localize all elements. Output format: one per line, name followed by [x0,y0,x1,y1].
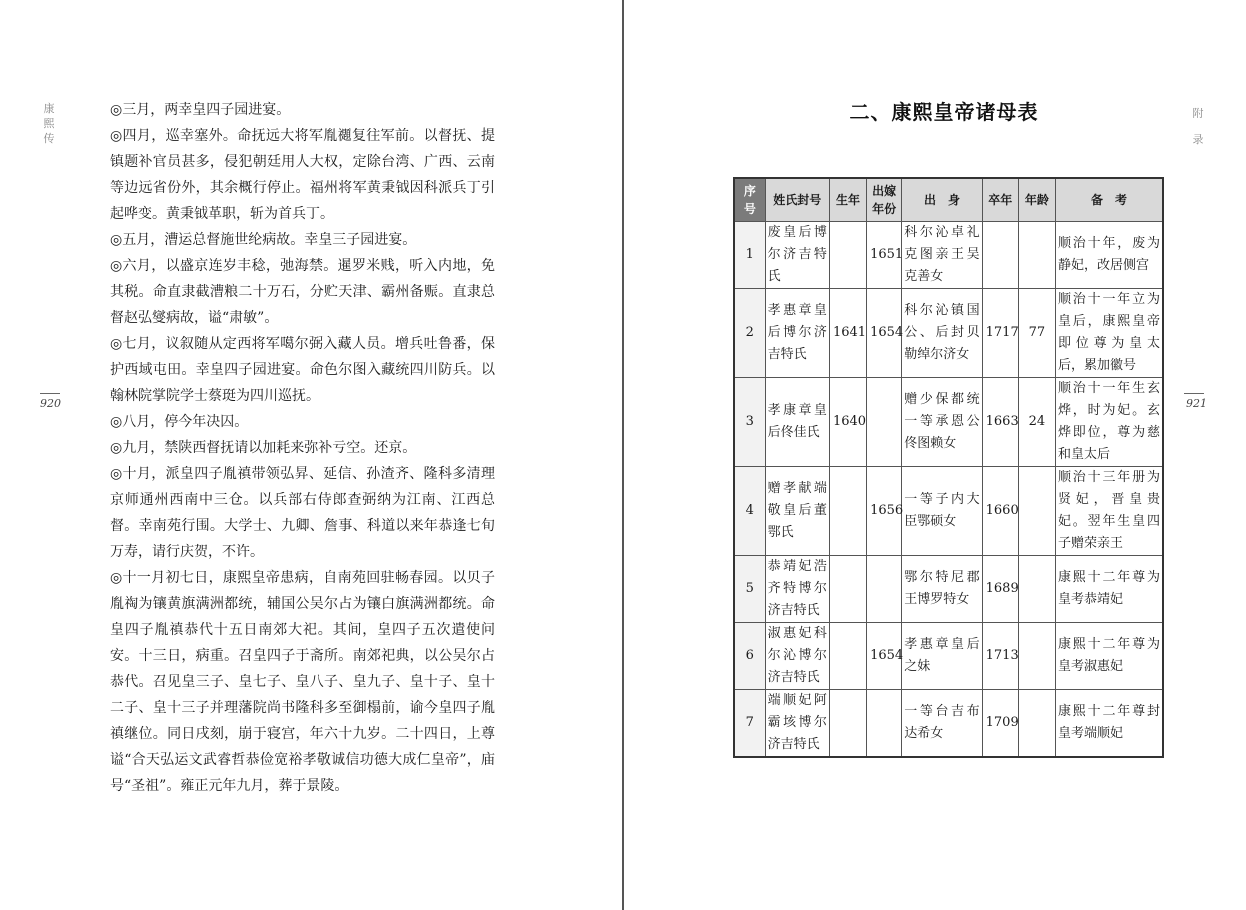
header-notes: 备 考 [1055,178,1163,222]
cell-marriage-year: 1654 [867,623,902,690]
cell-death-year: 1709 [982,690,1018,758]
header-index: 序号 [734,178,765,222]
cell-notes: 康熙十二年尊为皇考恭靖妃 [1055,556,1163,623]
table-row [734,222,1163,289]
cell-origin: 科尔沁卓礼克图亲王吴克善女 [902,222,982,289]
cell-birth-year [829,690,866,758]
header-name: 姓氏封号 [765,178,829,222]
cell-notes: 顺治十年，废为静妃，改居侧宫 [1055,222,1163,289]
entry-november: ◎十一月初七日，康熙皇帝患病，自南苑回驻畅春园。以贝子胤祹为镶黄旗满洲都统，辅国公吴尔占为镶白旗满洲都统。命皇四子胤禛恭代十五日南郊大祀。其间，皇四子五次遣使问安。十三日，病重。召皇四子于斋所。南郊祀典，以公吴尔占恭代。召见皇三子、皇七子、皇八子、皇九子、皇十子、皇十二子、皇十三子并理藩院尚书隆科多至御榻前，谕今皇四子胤禛继位。同日戌刻，崩于寝宫，年六十九岁。二十四日，上尊谥“合天弘运文武睿哲恭俭宽裕孝敬诚信功德大成仁皇帝”，庙号“圣祖”。雍正元年九月，葬于景陵。 [110,570,495,794]
entry-june: ◎六月，以盛京连岁丰稔，弛海禁。暹罗米贱，听入内地，免其税。命直隶截漕粮二十万石，分贮天津、霸州备赈。直隶总督赵弘燮病故，谥“肃敏”。 [110,258,495,326]
header-birth-year: 生年 [829,178,866,222]
cell-index: 6 [734,623,765,690]
cell-age [1018,690,1055,758]
cell-marriage-year [867,556,902,623]
cell-birth-year: 1640 [829,378,866,467]
left-page-number: 920 [40,397,61,410]
cell-marriage-year: 1651 [867,222,902,289]
cell-age [1018,467,1055,556]
right-page-number-rule [1184,393,1204,394]
cell-notes: 顺治十一年生玄烨，时为妃。玄烨即位，尊为慈和皇太后 [1055,378,1163,467]
table-row [734,378,1163,467]
cell-birth-year [829,222,866,289]
entry-october: ◎十月，派皇四子胤禛带领弘昇、延信、孙渣齐、隆科多清理京师通州西南中三仓。以兵部右侍郎查弼纳为江南、江西总督。幸南苑行围。大学士、九卿、詹事、科道以来年恭逢七旬万寿，请行庆贺，不许。 [110,466,495,560]
cell-death-year: 1663 [982,378,1018,467]
cell-age: 77 [1018,289,1055,378]
cell-name: 淑惠妃科尔沁博尔济吉特氏 [765,623,829,690]
cell-death-year: 1717 [982,289,1018,378]
cell-marriage-year [867,378,902,467]
cell-origin: 鄂尔特尼郡王博罗特女 [902,556,982,623]
cell-origin: 赠少保都统一等承恩公佟图赖女 [902,378,982,467]
cell-age [1018,623,1055,690]
cell-index: 3 [734,378,765,467]
left-page [0,0,622,910]
entry-april: ◎四月，巡幸塞外。命抚远大将军胤禵复往军前。以督抚、提镇题补官员甚多，侵犯朝廷用人大权，定除台湾、广西、云南等边远省份外，其余概行停止。福州将军黄秉钺因科派兵丁引起哗变。黄秉钺革职，斩为首兵丁。 [110,128,495,222]
cell-birth-year [829,467,866,556]
cell-age [1018,556,1055,623]
left-page-number-rule [40,393,60,394]
cell-age [1018,222,1055,289]
entry-may: ◎五月，漕运总督施世纶病故。幸皇三子园进宴。 [110,232,417,248]
cell-death-year: 1660 [982,467,1018,556]
cell-marriage-year [867,690,902,758]
cell-name: 孝康章皇后佟佳氏 [765,378,829,467]
cell-origin: 科尔沁镇国公、后封贝勒绰尔济女 [902,289,982,378]
cell-notes: 康熙十二年尊封皇考端顺妃 [1055,690,1163,758]
cell-age: 24 [1018,378,1055,467]
cell-name: 孝惠章皇后博尔济吉特氏 [765,289,829,378]
table-row [734,623,1163,690]
header-age: 年龄 [1018,178,1055,222]
cell-marriage-year: 1654 [867,289,902,378]
cell-name: 恭靖妃浩齐特博尔济吉特氏 [765,556,829,623]
section-title: 二、康熙皇帝诸母表 [849,100,1039,124]
left-running-title: 康熙传 [43,102,55,145]
table-header-row [734,178,1163,222]
mothers-table [733,177,1164,758]
cell-notes: 康熙十二年尊为皇考淑惠妃 [1055,623,1163,690]
header-origin: 出 身 [902,178,982,222]
entry-september: ◎九月，禁陕西督抚请以加耗来弥补亏空。还京。 [110,440,417,456]
entry-august: ◎八月，停今年决囚。 [110,414,249,430]
entry-july: ◎七月，议叙随从定西将军噶尔弼入藏人员。增兵吐鲁番，保护西域屯田。幸皇四子园进宴。命色尔图入藏统四川防兵。以翰林院掌院学士蔡珽为四川巡抚。 [110,336,495,404]
cell-index: 2 [734,289,765,378]
table-row [734,690,1163,758]
table-row [734,556,1163,623]
cell-name: 赠孝献端敬皇后董鄂氏 [765,467,829,556]
cell-name: 废皇后博尔济吉特氏 [765,222,829,289]
cell-index: 4 [734,467,765,556]
cell-death-year: 1713 [982,623,1018,690]
cell-notes: 顺治十三年册为贤妃，晋皇贵妃。翌年生皇四子赠荣亲王 [1055,467,1163,556]
header-marriage-year: 出嫁年份 [867,178,902,222]
right-page-number: 921 [1186,397,1207,410]
cell-index: 1 [734,222,765,289]
chronology-entries [110,97,495,799]
cell-birth-year [829,556,866,623]
table-row [734,467,1163,556]
cell-death-year: 1689 [982,556,1018,623]
cell-notes: 顺治十一年立为皇后，康熙皇帝即位尊为皇太后，累加徽号 [1055,289,1163,378]
cell-origin: 一等子内大臣鄂硕女 [902,467,982,556]
cell-death-year [982,222,1018,289]
cell-birth-year: 1641 [829,289,866,378]
table-row [734,289,1163,378]
cell-marriage-year: 1656 [867,467,902,556]
cell-index: 5 [734,556,765,623]
right-page [624,0,1246,910]
entry-march: ◎三月，两幸皇四子园进宴。 [110,102,291,118]
cell-index: 7 [734,690,765,758]
cell-origin: 一等台吉布达希女 [902,690,982,758]
cell-name: 端顺妃阿霸垓博尔济吉特氏 [765,690,829,758]
header-death-year: 卒年 [982,178,1018,222]
cell-birth-year [829,623,866,690]
cell-origin: 孝惠章皇后之妹 [902,623,982,690]
right-running-title: 附录 [1192,107,1204,146]
